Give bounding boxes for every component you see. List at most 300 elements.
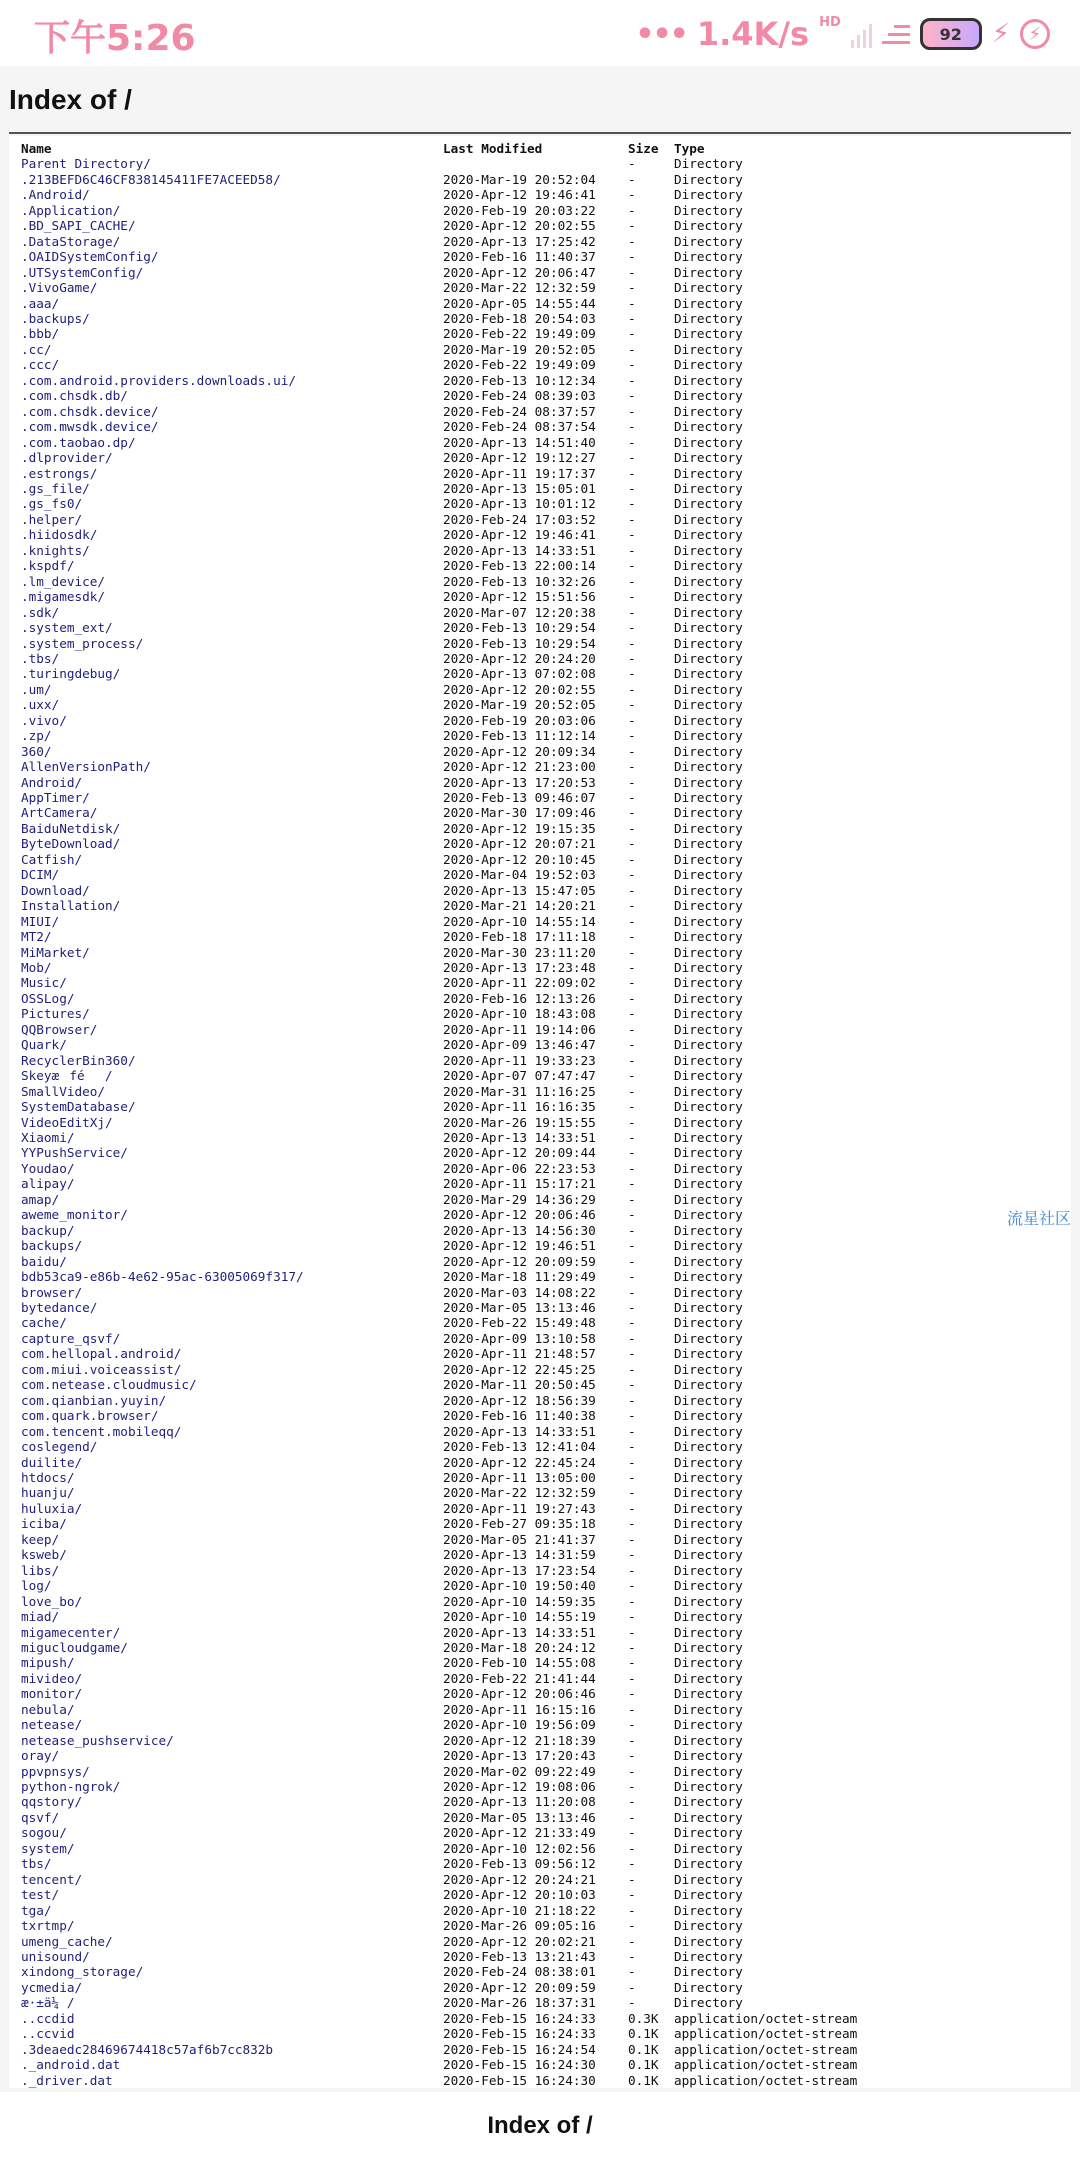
- table-row: [21, 605, 874, 620]
- file-link[interactable]: bdb53ca9-e86b-4e62-95ac-63005069f317/: [21, 1269, 304, 1285]
- cell-name: [21, 450, 443, 465]
- file-link[interactable]: .bbb/: [21, 326, 60, 342]
- cell-modified: 2020-Mar-04 19:52:03: [443, 867, 596, 883]
- cell-modified: 2020-Apr-13 17:23:54: [443, 1562, 596, 1578]
- menu-lines-icon: [882, 25, 910, 44]
- cell-type: Directory: [674, 975, 743, 991]
- cell-size: -: [628, 1686, 636, 1702]
- cell-name: [21, 2057, 443, 2072]
- cell-type: Directory: [674, 403, 743, 419]
- file-link[interactable]: tbs/: [21, 1856, 52, 1872]
- table-row: [21, 1362, 874, 1377]
- status-time: 下午5:26: [34, 18, 196, 59]
- cell-name: [21, 728, 443, 743]
- cell-type: Directory: [674, 372, 743, 388]
- cell-size: -: [628, 388, 636, 404]
- cell-name: [21, 666, 443, 681]
- file-link[interactable]: æ·±ä¼ /: [21, 1995, 75, 2011]
- hd-badge: HD: [819, 14, 841, 30]
- cell-type: Directory: [674, 480, 743, 496]
- file-link[interactable]: Pictures/: [21, 1006, 90, 1022]
- cell-type: Directory: [674, 1547, 743, 1563]
- cell-type: Directory: [674, 604, 743, 620]
- file-link[interactable]: RecyclerBin360/: [21, 1052, 136, 1068]
- cell-type: Directory: [674, 650, 743, 666]
- cell-size: -: [628, 450, 636, 466]
- file-link[interactable]: qsvf/: [21, 1809, 60, 1825]
- cell-type: Directory: [674, 728, 743, 744]
- file-link[interactable]: .com.taobao.dp/: [21, 434, 136, 450]
- table-row: [21, 218, 874, 233]
- cell-modified: 2020-Mar-11 20:50:45: [443, 1377, 596, 1393]
- cell-name: [21, 1702, 443, 1717]
- header-name[interactable]: Name: [21, 141, 52, 156]
- file-link[interactable]: Music/: [21, 975, 67, 991]
- cell-type: Directory: [674, 326, 743, 342]
- file-link[interactable]: tencent/: [21, 1871, 83, 1887]
- file-link[interactable]: backup/: [21, 1222, 75, 1238]
- battery-icon: 92: [920, 18, 982, 50]
- file-link[interactable]: .DataStorage/: [21, 233, 121, 249]
- file-link[interactable]: test/: [21, 1887, 60, 1903]
- cell-modified: 2020-Apr-11 16:16:35: [443, 1099, 596, 1115]
- cell-name: [21, 342, 443, 357]
- cell-size: -: [628, 1299, 636, 1315]
- cell-modified: 2020-Apr-12 20:07:21: [443, 836, 596, 852]
- cell-type: Directory: [674, 635, 743, 651]
- cell-size: -: [628, 1639, 636, 1655]
- cell-name: [21, 527, 443, 542]
- cell-size: -: [628, 419, 636, 435]
- cell-type: Directory: [674, 712, 743, 728]
- header-type[interactable]: Type: [674, 141, 705, 156]
- table-row: [21, 1501, 874, 1516]
- cell-modified: 2020-Mar-26 18:37:31: [443, 1995, 596, 2011]
- cell-modified: 2020-Apr-13 07:02:08: [443, 666, 596, 682]
- file-link[interactable]: monitor/: [21, 1686, 83, 1702]
- cell-size: -: [628, 187, 636, 203]
- cell-modified: 2020-Apr-12 18:56:39: [443, 1392, 596, 1408]
- table-row: [21, 1578, 874, 1593]
- file-link[interactable]: Download/: [21, 882, 90, 898]
- cell-name: [21, 1764, 443, 1779]
- file-link[interactable]: ._driver.dat: [21, 2072, 113, 2088]
- cell-name: [21, 1516, 443, 1531]
- table-row: [21, 1609, 874, 1624]
- file-link[interactable]: amap/: [21, 1191, 60, 1207]
- file-link[interactable]: backups/: [21, 1238, 83, 1254]
- file-link[interactable]: .Android/: [21, 187, 90, 203]
- file-link[interactable]: miad/: [21, 1609, 60, 1625]
- file-link[interactable]: ..ccvid: [21, 2026, 75, 2042]
- cell-modified: 2020-Mar-19 20:52:05: [443, 697, 596, 713]
- file-link[interactable]: keep/: [21, 1531, 60, 1547]
- file-link[interactable]: ArtCamera/: [21, 805, 98, 821]
- cell-size: -: [628, 1949, 636, 1965]
- cell-name: [21, 2042, 443, 2057]
- cell-modified: 2020-Feb-13 09:46:07: [443, 790, 596, 806]
- file-link[interactable]: com.netease.cloudmusic/: [21, 1377, 197, 1393]
- cell-type: Directory: [674, 280, 743, 296]
- file-link[interactable]: coslegend/: [21, 1439, 98, 1455]
- cell-name: [21, 1872, 443, 1887]
- file-link[interactable]: .213BEFD6C46CF838145411FE7ACEED58/: [21, 171, 281, 187]
- file-link[interactable]: huanju/: [21, 1485, 75, 1501]
- cell-name: [21, 1084, 443, 1099]
- file-link[interactable]: log/: [21, 1578, 52, 1594]
- file-link[interactable]: SystemDatabase/: [21, 1099, 136, 1115]
- cell-size: -: [628, 836, 636, 852]
- cell-size: -: [628, 249, 636, 265]
- cell-type: Directory: [674, 1315, 743, 1331]
- cell-type: Directory: [674, 944, 743, 960]
- file-link[interactable]: VideoEditXj/: [21, 1114, 113, 1130]
- file-link[interactable]: ._android.dat: [21, 2057, 121, 2073]
- cell-type: Directory: [674, 836, 743, 852]
- file-link[interactable]: .UTSystemConfig/: [21, 264, 144, 280]
- cell-size: -: [628, 604, 636, 620]
- file-link[interactable]: browser/: [21, 1284, 83, 1300]
- file-link[interactable]: BaiduNetdisk/: [21, 820, 121, 836]
- file-link[interactable]: .estrongs/: [21, 465, 98, 481]
- cell-name: [21, 203, 443, 218]
- file-link[interactable]: Skeyæfé/: [21, 1068, 113, 1084]
- file-link[interactable]: .system_process/: [21, 635, 144, 651]
- table-row: [21, 2042, 874, 2057]
- cell-type: Directory: [674, 805, 743, 821]
- cell-type: Directory: [674, 882, 743, 898]
- cell-size: -: [628, 759, 636, 775]
- file-link[interactable]: Youdao/: [21, 1160, 75, 1176]
- header-last-modified[interactable]: Last Modified: [443, 141, 543, 156]
- file-link[interactable]: .kspdf/: [21, 558, 75, 574]
- cell-name: [21, 775, 443, 790]
- file-link[interactable]: tga/: [21, 1902, 52, 1918]
- file-link[interactable]: .helper/: [21, 511, 83, 527]
- cell-type: Directory: [674, 511, 743, 527]
- cell-name: [21, 1439, 443, 1454]
- table-row: [21, 2011, 874, 2026]
- file-link[interactable]: xindong_storage/: [21, 1964, 144, 1980]
- cell-size: -: [628, 1222, 636, 1238]
- cell-type: Directory: [674, 1609, 743, 1625]
- table-row: [21, 1485, 874, 1500]
- cell-name: [21, 759, 443, 774]
- file-link[interactable]: Xiaomi/: [21, 1130, 75, 1145]
- cell-size: -: [628, 1732, 636, 1748]
- file-link[interactable]: AllenVersionPath/: [21, 759, 151, 775]
- cell-name: [21, 852, 443, 867]
- file-link[interactable]: .turingdebug/: [21, 666, 121, 682]
- file-link[interactable]: system/: [21, 1840, 75, 1856]
- cell-size: -: [628, 1995, 636, 2011]
- cell-name: [21, 543, 443, 558]
- file-link[interactable]: libs/: [21, 1562, 60, 1578]
- file-link[interactable]: .uxx/: [21, 697, 60, 713]
- cell-modified: 2020-Mar-03 14:08:22: [443, 1284, 596, 1300]
- file-link[interactable]: .com.mwsdk.device/: [21, 419, 159, 435]
- cell-type: Directory: [674, 697, 743, 713]
- header-size[interactable]: Size: [628, 141, 659, 156]
- cell-name: [21, 1362, 443, 1377]
- file-link[interactable]: Installation/: [21, 898, 121, 914]
- cell-type: Directory: [674, 419, 743, 435]
- cell-size: -: [628, 650, 636, 666]
- table-row: [21, 852, 874, 867]
- file-link[interactable]: .OAIDSystemConfig/: [21, 249, 159, 265]
- cell-modified: 2020-Feb-22 19:49:09: [443, 357, 596, 373]
- file-link[interactable]: .knights/: [21, 542, 90, 558]
- cell-name: [21, 867, 443, 882]
- file-link[interactable]: .3deaedc28469674418c57af6b7cc832b: [21, 2041, 274, 2057]
- file-link[interactable]: baidu/: [21, 1253, 67, 1269]
- cell-modified: 2020-Apr-12 20:10:45: [443, 851, 596, 867]
- page-title: Index of /: [9, 84, 132, 115]
- table-row: [21, 326, 874, 341]
- file-link[interactable]: DCIM/: [21, 867, 60, 883]
- cell-name: [21, 1176, 443, 1191]
- file-link[interactable]: netease/: [21, 1717, 83, 1733]
- cell-type: Directory: [674, 1655, 743, 1671]
- file-link[interactable]: .migamesdk/: [21, 589, 106, 605]
- file-link[interactable]: duilite/: [21, 1454, 83, 1470]
- file-link[interactable]: MiMarket/: [21, 944, 90, 960]
- cell-type: Directory: [674, 1717, 743, 1733]
- cell-modified: 2020-Apr-06 22:23:53: [443, 1160, 596, 1176]
- cell-name: [21, 682, 443, 697]
- file-link[interactable]: bytedance/: [21, 1299, 98, 1315]
- cell-type: Directory: [674, 666, 743, 682]
- file-link[interactable]: iciba/: [21, 1516, 67, 1532]
- file-link[interactable]: .backups/: [21, 310, 90, 326]
- cell-modified: 2020-Apr-13 14:33:51: [443, 1423, 596, 1439]
- file-link[interactable]: .hiidosdk/: [21, 527, 98, 543]
- cell-type: Directory: [674, 249, 743, 265]
- file-link[interactable]: Mob/: [21, 960, 52, 976]
- cell-type: Directory: [674, 187, 743, 203]
- file-link[interactable]: .ccc/: [21, 357, 60, 373]
- file-link[interactable]: alipay/: [21, 1176, 75, 1192]
- cell-size: -: [628, 1902, 636, 1918]
- cell-name: [21, 1207, 443, 1222]
- table-row: [21, 1995, 874, 2010]
- cell-size: -: [628, 1856, 636, 1872]
- file-link[interactable]: .lm_device/: [21, 573, 106, 589]
- cell-modified: 2020-Feb-15 16:24:30: [443, 2072, 596, 2088]
- cell-type: Directory: [674, 388, 743, 404]
- cell-size: -: [628, 403, 636, 419]
- file-link[interactable]: .cc/: [21, 341, 52, 357]
- cell-size: -: [628, 1114, 636, 1130]
- file-link[interactable]: com.quark.browser/: [21, 1408, 159, 1424]
- cell-modified: 2020-Apr-12 19:46:41: [443, 187, 596, 203]
- file-link[interactable]: SmallVideo/: [21, 1083, 106, 1099]
- cell-type: Directory: [674, 264, 743, 280]
- file-link[interactable]: ByteDownload/: [21, 836, 121, 852]
- file-link[interactable]: .tbs/: [21, 650, 60, 666]
- cell-name: [21, 404, 443, 419]
- cell-size: -: [628, 558, 636, 574]
- cell-size: 0.1K: [628, 2026, 659, 2042]
- side-floating-link[interactable]: 流星社区: [1006, 1209, 1071, 1228]
- file-link[interactable]: htdocs/: [21, 1469, 75, 1485]
- file-link[interactable]: netease_pushservice/: [21, 1732, 174, 1748]
- cell-modified: 2020-Apr-11 16:15:16: [443, 1701, 596, 1717]
- file-link[interactable]: 360/: [21, 743, 52, 759]
- file-link[interactable]: .com.chsdk.device/: [21, 403, 159, 419]
- file-link[interactable]: YYPushService/: [21, 1145, 128, 1161]
- file-link[interactable]: .BD_SAPI_CACHE/: [21, 218, 136, 234]
- cell-size: -: [628, 589, 636, 605]
- file-link[interactable]: umeng_cache/: [21, 1933, 113, 1949]
- cell-name: [21, 836, 443, 851]
- table-row: [21, 867, 874, 882]
- cell-type: Directory: [674, 1639, 743, 1655]
- cell-size: -: [628, 372, 636, 388]
- file-link[interactable]: com.hellopal.android/: [21, 1346, 182, 1362]
- cell-name: [21, 1068, 443, 1083]
- table-row: [21, 1779, 874, 1794]
- cell-name: [21, 1037, 443, 1052]
- cell-name: [21, 651, 443, 666]
- file-link[interactable]: OSSLog/: [21, 990, 75, 1006]
- table-row: [21, 1640, 874, 1655]
- cell-modified: 2020-Feb-13 11:12:14: [443, 728, 596, 744]
- cell-type: Directory: [674, 1809, 743, 1825]
- cell-name: [21, 265, 443, 280]
- cell-size: -: [628, 1269, 636, 1285]
- cell-name: [21, 945, 443, 960]
- file-link[interactable]: MT2/: [21, 929, 52, 945]
- file-link[interactable]: .com.android.providers.downloads.ui/: [21, 372, 296, 388]
- file-link[interactable]: Quark/: [21, 1037, 67, 1053]
- cell-size: -: [628, 434, 636, 450]
- cell-modified: 2020-Apr-12 21:23:00: [443, 759, 596, 775]
- cell-type: Directory: [674, 1439, 743, 1455]
- file-link[interactable]: .system_ext/: [21, 620, 113, 636]
- file-link[interactable]: QQBrowser/: [21, 1021, 98, 1037]
- file-link[interactable]: txrtmp/: [21, 1918, 75, 1934]
- cell-size: -: [628, 1191, 636, 1207]
- file-link[interactable]: MIUI/: [21, 913, 60, 929]
- file-link[interactable]: Parent Directory/: [21, 156, 151, 172]
- table-row: [21, 1006, 874, 1021]
- cell-type: Directory: [674, 1887, 743, 1903]
- file-link[interactable]: ycmedia/: [21, 1979, 83, 1995]
- file-link[interactable]: .com.chsdk.db/: [21, 388, 128, 404]
- cell-name: [21, 1594, 443, 1609]
- file-link[interactable]: sogou/: [21, 1825, 67, 1841]
- file-link[interactable]: oray/: [21, 1748, 60, 1764]
- table-row: [21, 1733, 874, 1748]
- file-link[interactable]: migamecenter/: [21, 1624, 121, 1640]
- cell-modified: 2020-Feb-18 20:54:03: [443, 310, 596, 326]
- cell-size: -: [628, 990, 636, 1006]
- cell-size: -: [628, 1562, 636, 1578]
- cell-modified: 2020-Apr-12 20:06:47: [443, 264, 596, 280]
- cell-name: [21, 1609, 443, 1624]
- cell-type: Directory: [674, 1145, 743, 1161]
- file-link[interactable]: Android/: [21, 774, 83, 790]
- cell-type: Directory: [674, 589, 743, 605]
- file-link[interactable]: com.miui.voiceassist/: [21, 1361, 182, 1377]
- file-link[interactable]: .gs_fs0/: [21, 496, 83, 512]
- file-link[interactable]: migucloudgame/: [21, 1639, 128, 1655]
- table-row: [21, 1346, 874, 1361]
- file-link[interactable]: .zp/: [21, 728, 52, 744]
- file-link[interactable]: ..ccdid: [21, 2010, 75, 2026]
- file-link[interactable]: com.tencent.mobileqq/: [21, 1423, 182, 1439]
- file-link[interactable]: huluxia/: [21, 1500, 83, 1516]
- file-link[interactable]: qqstory/: [21, 1794, 83, 1810]
- cell-modified: 2020-Mar-19 20:52:05: [443, 341, 596, 357]
- file-link[interactable]: love_bo/: [21, 1593, 83, 1609]
- file-link[interactable]: .gs_file/: [21, 480, 90, 496]
- file-link[interactable]: Catfish/: [21, 851, 83, 867]
- cell-name: [21, 435, 443, 450]
- file-link[interactable]: unisound/: [21, 1949, 90, 1965]
- file-link[interactable]: .Application/: [21, 202, 121, 218]
- cell-name: [21, 388, 443, 403]
- file-link[interactable]: com.qianbian.yuyin/: [21, 1392, 167, 1408]
- file-link[interactable]: .aaa/: [21, 295, 60, 311]
- cell-type: Directory: [674, 867, 743, 883]
- cell-type: Directory: [674, 990, 743, 1006]
- file-link[interactable]: .dlprovider/: [21, 450, 113, 466]
- cell-size: -: [628, 1253, 636, 1269]
- table-row: [21, 1315, 874, 1330]
- cell-size: -: [628, 697, 636, 713]
- cell-modified: 2020-Apr-12 19:08:06: [443, 1779, 596, 1795]
- file-link[interactable]: mivideo/: [21, 1670, 83, 1686]
- table-row: [21, 1068, 874, 1083]
- cell-modified: 2020-Mar-22 12:32:59: [443, 1485, 596, 1501]
- file-link[interactable]: .VivoGame/: [21, 280, 98, 296]
- file-link[interactable]: cache/: [21, 1315, 67, 1331]
- cell-size: -: [628, 1392, 636, 1408]
- table-row: [21, 883, 874, 898]
- cell-type: Directory: [674, 233, 743, 249]
- table-row: [21, 620, 874, 635]
- file-link[interactable]: mipush/: [21, 1655, 75, 1671]
- file-link[interactable]: aweme_monitor/: [21, 1207, 128, 1223]
- file-link[interactable]: capture_qsvf/: [21, 1330, 121, 1346]
- file-link[interactable]: ksweb/: [21, 1547, 67, 1563]
- cell-size: -: [628, 1037, 636, 1053]
- cell-type: Directory: [674, 1222, 743, 1238]
- file-link[interactable]: AppTimer/: [21, 790, 90, 806]
- cell-modified: 2020-Feb-13 22:00:14: [443, 558, 596, 574]
- cell-size: -: [628, 1516, 636, 1532]
- file-link[interactable]: .vivo/: [21, 712, 67, 728]
- file-link[interactable]: nebula/: [21, 1701, 75, 1717]
- cell-name: [21, 991, 443, 1006]
- cell-modified: 2020-Apr-13 10:01:12: [443, 496, 596, 512]
- table-row: [21, 759, 874, 774]
- cell-modified: 2020-Feb-16 12:13:26: [443, 990, 596, 1006]
- table-row: [21, 1099, 874, 1114]
- file-link[interactable]: python-ngrok/: [21, 1779, 121, 1795]
- cell-type: Directory: [674, 558, 743, 574]
- cell-size: -: [628, 1593, 636, 1609]
- file-link[interactable]: ppvpnsys/: [21, 1763, 90, 1779]
- file-link[interactable]: .um/: [21, 681, 52, 697]
- cell-modified: 2020-Mar-30 23:11:20: [443, 944, 596, 960]
- cell-modified: 2020-Apr-10 14:59:35: [443, 1593, 596, 1609]
- cell-size: -: [628, 1315, 636, 1331]
- file-link[interactable]: .sdk/: [21, 604, 60, 620]
- cell-modified: 2020-Apr-13 14:33:51: [443, 542, 596, 558]
